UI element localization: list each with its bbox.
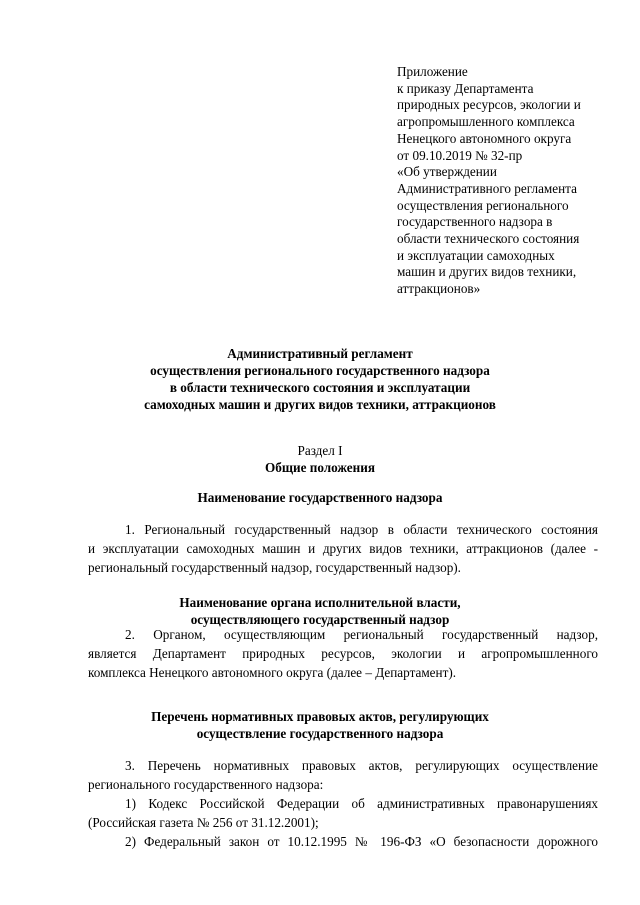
appendix-line: от 09.10.2019 № 32-пр — [397, 147, 523, 163]
appendix-line: Приложение — [397, 64, 468, 79]
title-line: осуществления регионального государственного надзора — [150, 363, 490, 378]
heading-legal-acts — [0, 708, 640, 742]
section-name: Общие положения — [265, 460, 375, 475]
heading-line: осуществляющего государственный надзор — [190, 612, 450, 627]
paragraph-line: региональный государственный надзор, государственный надзор). — [88, 560, 461, 575]
heading-line: осуществление государственного надзора — [196, 726, 444, 741]
paragraph-line: (Российская газета № 256 от 31.12.2001); — [88, 815, 319, 830]
heading-supervision-name: Наименование государственного надзора — [197, 490, 443, 505]
title-line: самоходных машин и других видов техники, аттракционов — [144, 397, 496, 412]
section-number: Раздел I — [297, 443, 343, 458]
paragraph-line: регионального государственного надзора: — [88, 777, 324, 792]
paragraph-3 — [88, 756, 598, 851]
paragraph-line: является Департамент природных ресурсов, экологии и агропромышленного — [88, 646, 598, 661]
heading-executive-body — [0, 594, 640, 628]
paragraph-2 — [88, 625, 598, 682]
title-line: Административный регламент — [227, 346, 413, 361]
appendix-block — [397, 64, 633, 298]
appendix-line: агропромышленного комплекса — [397, 114, 575, 130]
paragraph-line: 1. Региональный государственный надзор в области технического состояния — [125, 522, 598, 537]
appendix-line: к приказу Департамента — [397, 80, 534, 96]
appendix-line: «Об утверждении — [397, 164, 497, 180]
paragraph-line: комплекса Ненецкого автономного округа (далее – Департамент). — [88, 665, 457, 680]
heading-line: Перечень нормативных правовых актов, регулирующих — [151, 709, 489, 724]
appendix-line: аттракционов» — [397, 281, 481, 297]
paragraph-line: 3. Перечень нормативных правовых актов, регулирующих осуществление — [125, 758, 598, 773]
appendix-line: и эксплуатации самоходных — [397, 247, 555, 263]
paragraph-line: 2. Органом, осуществляющим региональный государственный надзор, — [125, 627, 598, 642]
paragraph-line: 2) Федеральный закон от 10.12.1995 № 196-ФЗ «О безопасности дорожного — [125, 834, 598, 849]
appendix-line: природных ресурсов, экологии и — [397, 97, 581, 113]
paragraph-line: 1) Кодекс Российской Федерации об административных правонарушениях — [125, 796, 598, 811]
appendix-line: государственного надзора в — [397, 214, 553, 230]
section-header — [0, 442, 640, 476]
document-title — [0, 345, 640, 413]
appendix-line: машин и других видов техники, — [397, 264, 577, 280]
title-line: в области технического состояния и эксплуатации — [169, 380, 471, 395]
appendix-line: Ненецкого автономного округа — [397, 130, 572, 146]
paragraph-line: и эксплуатации самоходных машин и других видов техники, аттракционов (далее - — [88, 541, 598, 556]
paragraph-1 — [88, 520, 598, 577]
appendix-line: Административного регламента — [397, 180, 577, 196]
appendix-line: области технического состояния — [397, 231, 580, 247]
heading-line: Наименование органа исполнительной власти, — [179, 595, 461, 610]
appendix-line: осуществления регионального — [397, 197, 569, 213]
